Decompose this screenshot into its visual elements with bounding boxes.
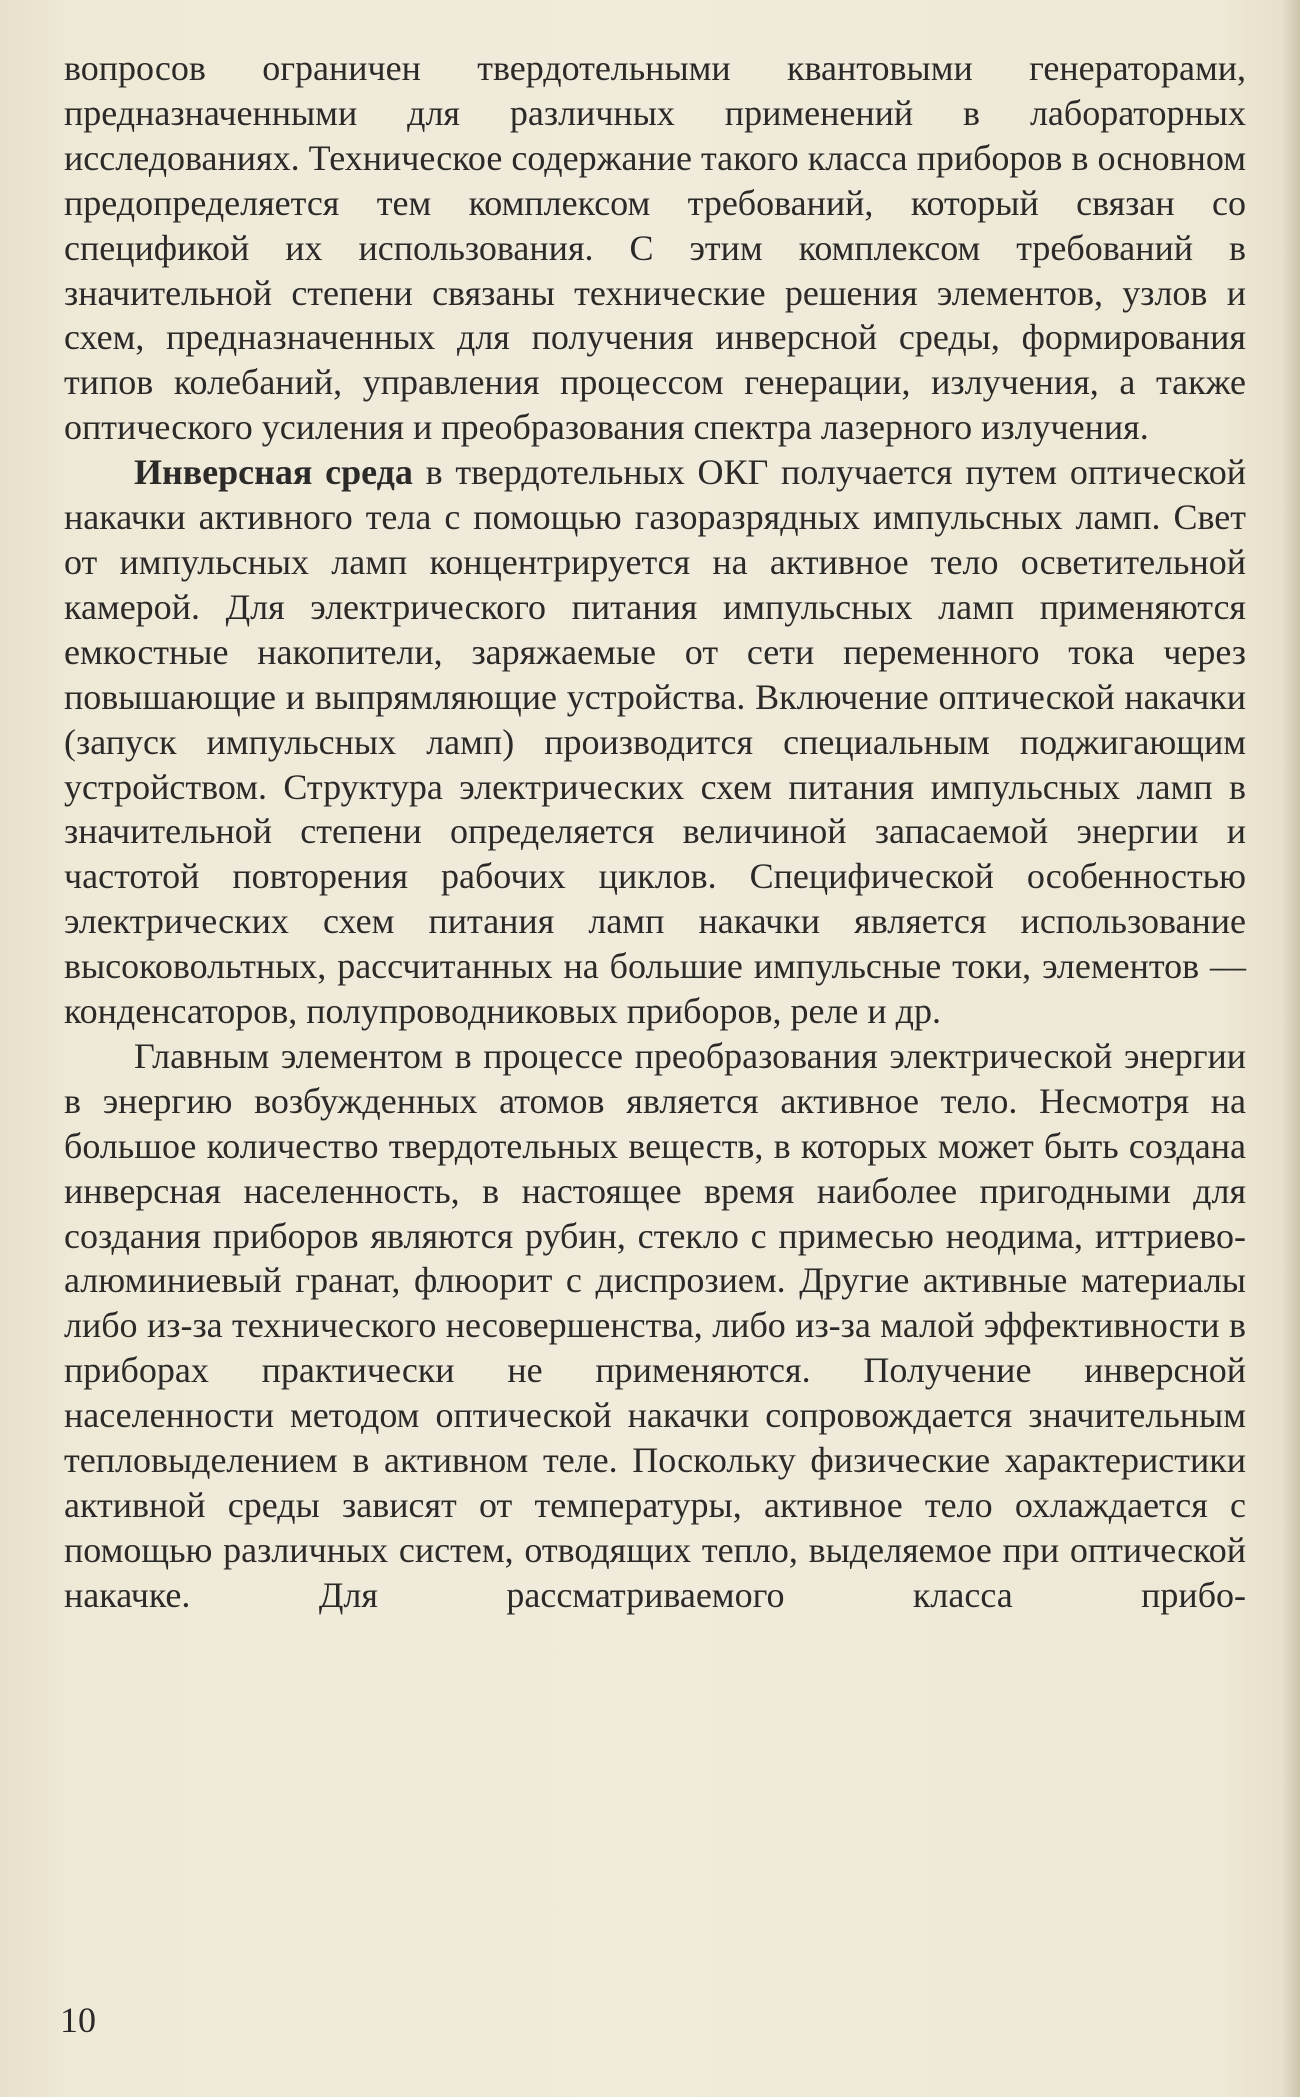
page-edge-shadow [1282,0,1300,2097]
paragraph-2-text: в твердотельных ОКГ получается путем оптической накачки активного тела с помощью газоразрядных импульсных ламп. Свет от импульсных ламп концентрируется на активное тело осветительной камерой. Для электрического питания импульсных ламп применяются емкостные накопители, заряжаемые от сети переменного тока через повышающие и выпрямляющие устройства. Включение оптической накачки (запуск импульсных ламп) производится специальным поджигающим устройством. Структура электрических схем питания импульсных ламп в значительной степени определяется величиной запасаемой энергии и частотой повторения рабочих циклов. Специфической особенностью электрических схем питания ламп накачки является использование высоковольтных, рассчитанных на большие импульсные токи, элементов — конденсаторов, полупроводниковых приборов, реле и др. [64,452,1246,1032]
paragraph-2-bold-lead: Инверсная среда [134,452,413,493]
paragraph-3 [64,1034,1246,1618]
page-number: 10 [60,2000,96,2040]
paragraph-2 [64,450,1246,1034]
body-text [64,46,1246,1618]
paragraph-1 [64,46,1246,450]
paragraph-3-text: Главным элементом в процессе преобразования электрической энергии в энергию возбужденных атомов является активное тело. Несмотря на большое количество твердотельных веществ, в которых может быть создана инверсная населенность, в настоящее время наиболее пригодными для создания приборов являются рубин, стекло с примесью неодима, иттриево-алюминиевый гранат, флюорит с диспрозием. Другие активные материалы либо из-за технического несовершенства, либо из-за малой эффективности в приборах практически не применяются. Получение инверсной населенности методом оптической накачки сопровождается значительным тепловыделением в активном теле. Поскольку физические характеристики активной среды зависят от температуры, активное тело охлаждается с помощью различных систем, отводящих тепло, выделяемое при оптической накачке. Для рассматриваемого класса прибо- [64,1035,1246,1615]
paragraph-1-text: вопросов ограничен твердотельными квантовыми генераторами, предназначенными для различных применений в лабораторных исследованиях. Техническое содержание такого класса приборов в основном предопределяется тем комплексом требований, который связан со спецификой их использования. С этим комплексом требований в значительной степени связаны технические решения элементов, узлов и схем, предназначенных для получения инверсной среды, формирования типов колебаний, управления процессом генерации, излучения, а также оптического усиления и преобразования спектра лазерного излучения. [64,48,1246,448]
